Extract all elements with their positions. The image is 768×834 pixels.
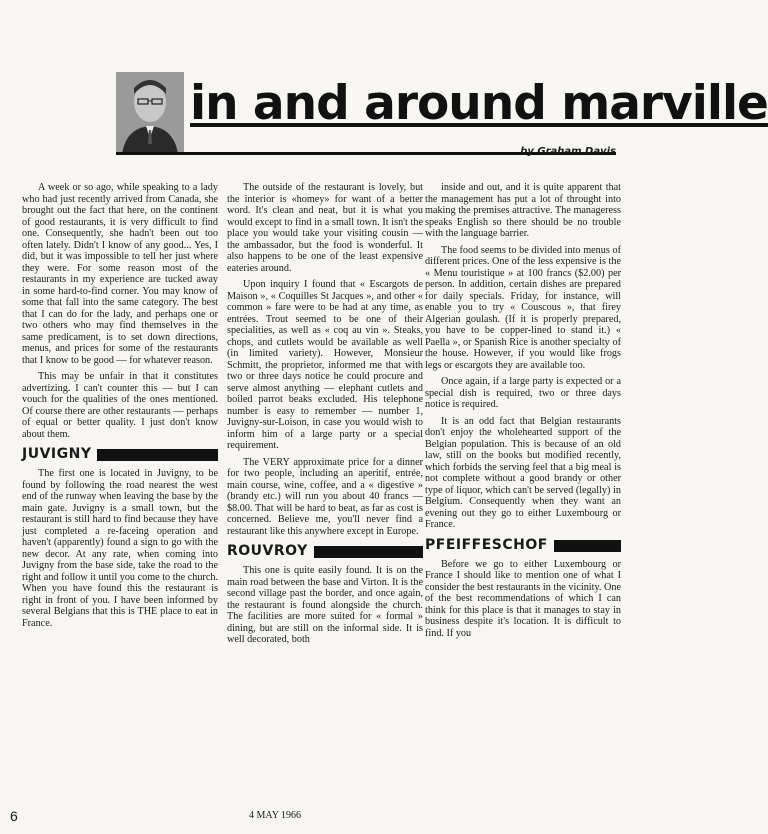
page-footer — [0, 808, 650, 828]
paragraph: The food seems to be divided into menus of different prices. One of the less expensive is the « Menu touristique » at 100 francs ($2.00) per person. In addition, certain dishes are prepared for daily specials. Friday, for instance, will enable you to try « Couscous », that firey Algerian goulash. (If it is properly prepared, you have to be copper-lined to stand it.) « Paella », or Spanish Rice is another specialty of the house. However, if you would like frogs legs or escargots they are available too. — [425, 244, 621, 371]
byline: by Graham Davis — [520, 146, 616, 157]
article-title: in and around marville — [190, 76, 768, 131]
column-3 — [425, 182, 621, 644]
section-heading-bar — [97, 449, 218, 461]
paragraph: This one is quite easily found. It is on the main road between the base and Virton. It is the second village past the border, and once again, the restaurant is found alongside the church. The facilities are more suited for « formal » dining, but are still on the informal side. It is well decorated, both — [227, 565, 423, 645]
paragraph: Once again, if a large party is expected or a special dish is required, two or three days notice is required. — [425, 376, 621, 410]
section-heading-label: PFEIFFESCHOF — [425, 536, 548, 553]
page-number: 6 — [10, 808, 18, 824]
paragraph: It is an odd fact that Belgian restaurants don't enjoy the wholehearted support of the Belgian population. This is because of an old law, still on the books but modified recently, which forbids the serving feel that a big meal is not complete without a good brandy or other type of liquor, which can't be served (legally) in Belgium. Consequently when they want an evening out they go to either Luxembourg or France. — [425, 415, 621, 530]
issue-date: 4 MAY 1966 — [249, 810, 302, 821]
author-photo — [116, 72, 184, 154]
paragraph: The outside of the restaurant is lovely, but the interior is «homey» for want of a better word. It's clean and neat, but it is what you would except to find in a small town. It isn't the place you would take your visiting cousin — the ambassador, but the food is wonderful. It also happens to be one of the least expensive eateries around. — [227, 182, 423, 274]
paragraph: The first one is located in Juvigny, to be found by following the road nearest the west end of the runway when leaving the base by the main gate. Juvigny is a small town, but the restaurant is still hard to find because they have just completed a re-faceing operation and haven't (apparently) found a sign to go with the new decor. At any rate, when coming into Juvigny from the base side, take the road to the right and follow it until you come to the church. When you have found this the restaurant is right in front of you. I have been informed by several Belgians that this is THE place to eat in France. — [22, 468, 218, 629]
paragraph: Before we go to either Luxembourg or France I should like to mention one of what I consider the best restaurants in the vicinity. One of the best recommendations of which I can think for this place is that it manages to stay in business despite it's location. It is difficult to find. If you — [425, 558, 621, 639]
section-heading — [425, 536, 621, 553]
section-heading — [227, 543, 423, 560]
section-heading — [22, 446, 218, 463]
section-heading-bar — [314, 546, 423, 558]
paragraph: A week or so ago, while speaking to a lady who had just recently arrived from Canada, she brought out the fact that here, on the continent of good restaurants, it is very difficult to find one. Consequently, she hadn't been out too often lately. Didn't I know of any good... Yes, I did, but it was impossible to tell her just where they were. For some reason most of the restaurants in my experience are tucked away in some hard-to-find corner. You may know of some that fall into the same category. The best that I can do for the lady, and perhaps one or two others who may find themselves in the same predicament, is to set down directions, menus, and prices for some of the restaurants that I know to be good — for whatever reason. — [22, 182, 218, 366]
paragraph: This may be unfair in that it constitutes advertizing. I can't counter this — but I can vouch for the qualities of the ones mentioned. Of course there are other restaurants — perhaps of equal or better quality. I just don't know about them. — [22, 371, 218, 440]
section-heading-label: ROUVROY — [227, 543, 308, 560]
column-2 — [227, 182, 423, 651]
section-heading-bar — [554, 540, 621, 552]
paragraph: The VERY approximate price for a dinner for two people, including an aperitif, entrée, main course, wine, coffee, and a « digestive » (brandy etc.) will run you about 40 francs — $8.00. That will be hard to beat, as far as cost is concerned. Believe me, you'll never find a restaurant like this anywhere except in Europe. — [227, 456, 423, 537]
paragraph: Upon inquiry I found that « Escargots de Maison », « Coquilles St Jacques », and other « common » fare were to be had at any time, as entrées. Trout seemed to be one of their specialities, as well as « coq au vin ». Steaks, chops, and cutlets would be available as well (in limited variety). However, Monsieur Schmitt, the proprietor, informed me that with two or three days notice he could procure and serve almost anything — elephant cutlets and boiled parrot beaks excluded. His telephone number is easy to remember — number 1, Juvigny-sur-Loison, in case you would wish to inform him of a large party or a special requirement. — [227, 279, 423, 451]
article-header — [0, 60, 768, 160]
section-heading-label: JUVIGNY — [22, 446, 92, 463]
column-1 — [22, 182, 218, 634]
author-portrait-icon — [116, 72, 184, 154]
paragraph: inside and out, and it is quite apparent that the management has put a lot of throught into making the premises attractive. The manageress speaks English so there should be no trouble with the language barrier. — [425, 182, 621, 239]
